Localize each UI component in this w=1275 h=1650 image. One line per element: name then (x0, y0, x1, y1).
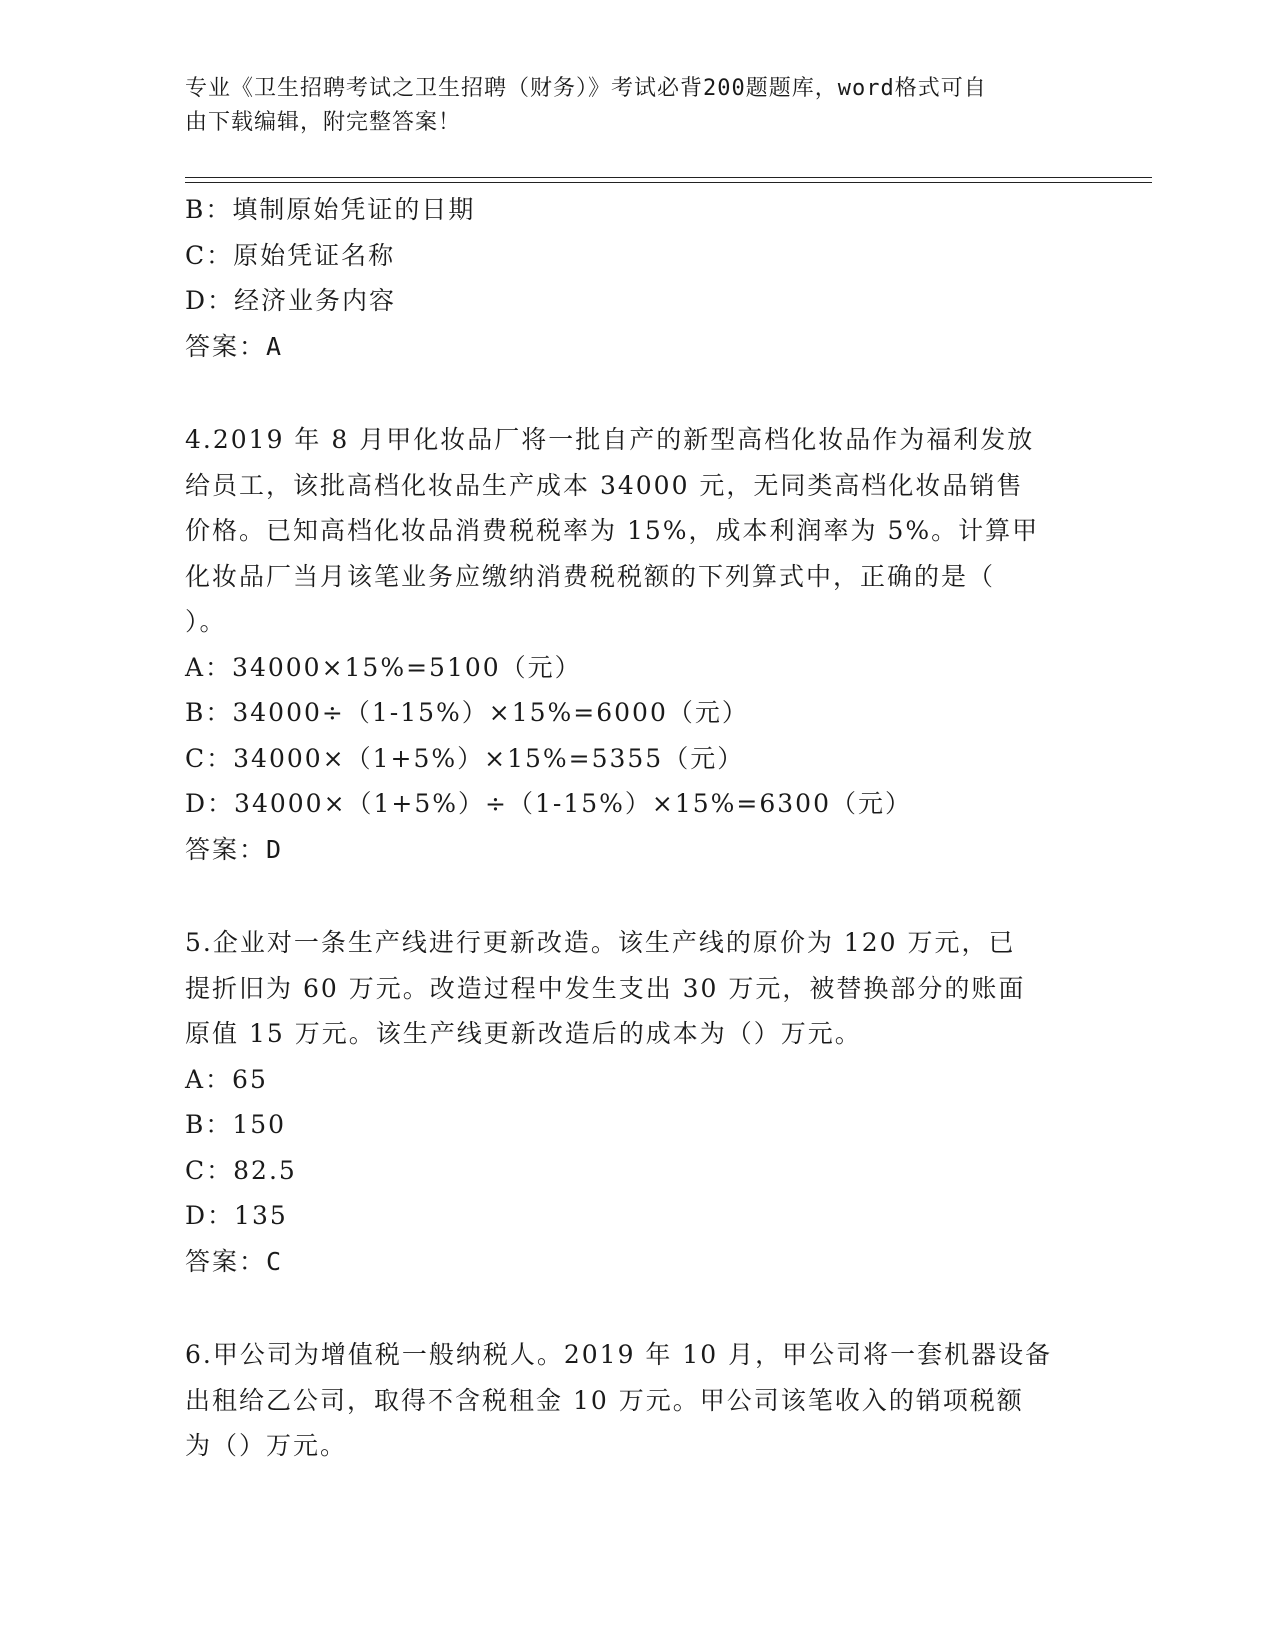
option-a: A：65 (185, 1064, 268, 1094)
question-4 (185, 417, 1065, 872)
question-stem-line: 价格。已知高档化妆品消费税税率为 15%，成本利润率为 5%。计算甲 (185, 516, 1040, 545)
answer-value: D (266, 834, 284, 864)
option-c: C：82.5 (185, 1155, 297, 1185)
option-b: B：34000÷（1-15%）×15%=6000（元） (185, 698, 749, 727)
question-stem-line: 4.2019 年 8 月甲化妆品厂将一批自产的新型高档化妆品作为福利发放 (185, 425, 1035, 454)
question-stem-line: ）。 (185, 607, 227, 636)
question-stem-line: 原值 15 万元。该生产线更新改造后的成本为（）万元。 (185, 1019, 862, 1048)
answer-line (185, 827, 1065, 873)
header-line-2: 由下载编辑，附完整答案！ (185, 110, 462, 135)
option-b: B：填制原始凭证的日期 (185, 195, 476, 224)
question-5 (185, 920, 1065, 1284)
option-d: D：135 (185, 1201, 288, 1230)
document-header (185, 72, 1065, 140)
question-3 (185, 187, 1065, 369)
answer-value: C (266, 1246, 284, 1276)
question-stem-line: 为（）万元。 (185, 1431, 348, 1460)
option-a: A：34000×15%=5100（元） (185, 652, 582, 682)
answer-label: 答案： (185, 1246, 267, 1276)
question-spacer (185, 1284, 1065, 1332)
question-stem-line: 给员工，该批高档化妆品生产成本 34000 元，无同类高档化妆品销售 (185, 470, 1024, 500)
question-spacer (185, 369, 1065, 417)
answer-line (185, 324, 1065, 370)
question-6 (185, 1332, 1065, 1469)
option-c: C：原始凭证名称 (185, 240, 396, 270)
option-d: D：经济业务内容 (185, 286, 397, 315)
header-line-1: 专业《卫生招聘考试之卫生招聘（财务）》考试必背200题题库，word格式可自 (185, 76, 987, 101)
document-content (185, 187, 1065, 1469)
question-stem-line: 6.甲公司为增值税一般纳税人。2019 年 10 月，甲公司将一套机器设备 (185, 1340, 1053, 1369)
answer-line (185, 1239, 1065, 1285)
option-b: B：150 (185, 1110, 287, 1139)
option-c: C：34000×（1+5%）×15%=5355（元） (185, 743, 745, 773)
question-stem-line: 提折旧为 60 万元。改造过程中发生支出 30 万元，被替换部分的账面 (185, 973, 1026, 1003)
answer-value: A (266, 331, 284, 361)
option-d: D：34000×（1+5%）÷（1-15%）×15%=6300（元） (185, 789, 912, 818)
question-stem-line: 5.企业对一条生产线进行更新改造。该生产线的原价为 120 万元，已 (185, 928, 1016, 957)
question-stem-line: 出租给乙公司，取得不含税租金 10 万元。甲公司该笔收入的销项税额 (185, 1385, 1024, 1415)
header-divider-top (185, 177, 1152, 178)
answer-label: 答案： (185, 834, 267, 864)
question-spacer (185, 872, 1065, 920)
header-divider-bottom (185, 182, 1152, 183)
question-stem-line: 化妆品厂当月该笔业务应缴纳消费税税额的下列算式中，正确的是（ (185, 561, 996, 591)
answer-label: 答案： (185, 331, 267, 361)
